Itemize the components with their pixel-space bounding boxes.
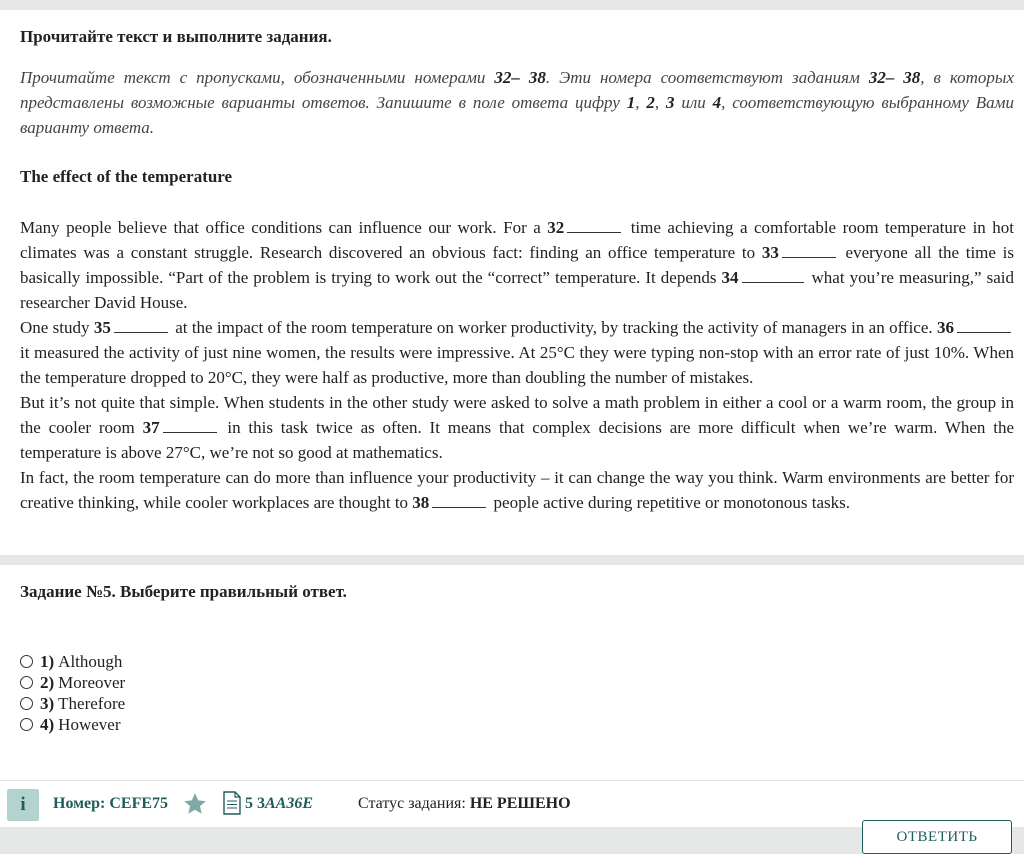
article-body <box>20 215 1014 515</box>
gap-blank <box>782 243 836 258</box>
article-paragraph: But it’s not quite that simple. When students in the other study were asked to solve a math problem in either a cool or a warm room, the group in the cooler room 37 in this task twice as often. It means that complex decisions are more difficult when we’re warm. When the temperature is above 27°C, we’re not so good at mathematics. <box>20 393 1014 462</box>
gap-number: 32 <box>547 218 565 237</box>
star-icon[interactable] <box>182 791 208 817</box>
question-title: Задание №5. Выберите правильный ответ. <box>20 582 347 601</box>
answer-button[interactable]: ОТВЕТИТЬ <box>862 820 1012 854</box>
task-number: Номер: CEFE75 <box>53 795 169 812</box>
status-value: НЕ РЕШЕНО <box>469 795 571 812</box>
gap-number: 38 <box>412 493 430 512</box>
radio-button[interactable] <box>20 655 33 668</box>
gap-number: 34 <box>721 268 739 287</box>
article-paragraph: In fact, the room temperature can do more than influence your productivity – it can change the way you think. Warm environments are better for creative thinking, while cooler workplaces are thought to 38 people active during repetitive or monotonous tasks. <box>20 468 1014 512</box>
radio-button[interactable] <box>20 697 33 710</box>
gap-range: 32– 38 <box>868 68 921 87</box>
reading-task-panel <box>0 10 1024 555</box>
radio-button[interactable] <box>20 718 33 731</box>
question-panel <box>0 565 1024 780</box>
radio-button[interactable] <box>20 676 33 689</box>
answer-option-4[interactable]: 4) However <box>20 714 125 735</box>
article-title: The effect of the temperature <box>20 167 233 186</box>
answer-option-2[interactable]: 2) Moreover <box>20 672 125 693</box>
gap-blank <box>957 318 1011 333</box>
answer-option-3[interactable]: 3) Therefore <box>20 693 125 714</box>
task-header: Прочитайте текст и выполните задания. <box>20 27 332 46</box>
gap-blank <box>114 318 168 333</box>
gap-blank <box>432 493 486 508</box>
gap-number: 33 <box>761 243 779 262</box>
gap-number: 37 <box>142 418 160 437</box>
task-status: Статус задания: НЕ РЕШЕНО <box>358 795 571 812</box>
gap-blank <box>742 268 804 283</box>
task-instruction: Прочитайте текст с пропусками, обозначенными номерами 32– 38. Эти номера соответствуют заданиям 32– 38, в которых представлены возможные варианты ответов. Запишите в поле ответа цифру 1, 2, 3 или 4, соответствующую выбранному Вами варианту ответа. <box>20 68 1015 137</box>
document-icon[interactable] <box>222 791 242 815</box>
document-code-link[interactable]: 5 3AA36E <box>245 795 314 812</box>
gap-number: 36 <box>937 318 954 337</box>
gap-blank <box>163 418 217 433</box>
answer-option-1[interactable]: 1) Although <box>20 651 125 672</box>
gap-number: 35 <box>93 318 111 337</box>
gap-blank <box>567 218 621 233</box>
article-paragraph: Many people believe that office conditions can influence our work. For a 32 time achieving a comfortable room temperature in hot climates was a constant struggle. Research discovered an obvious fact: finding an office temperature to 33 everyone all the time is basically impossible. “Part of the problem is trying to work out the “correct” temperature. It depends 34 what you’re measuring,” said researcher David House. <box>20 218 1014 312</box>
article-paragraph: One study 35 at the impact of the room temperature on worker productivity, by tracking the activity of managers in an office. 36 it measured the activity of just nine women, the results were impressive. At 25°C they were typing non-stop with an error rate of just 10%. When the temperature dropped to 20°C, they were half as productive, more than doubling the number of mistakes. <box>20 318 1014 387</box>
gap-range: 32– 38 <box>494 68 546 87</box>
info-icon[interactable]: i <box>7 789 39 821</box>
answer-options <box>20 651 125 735</box>
